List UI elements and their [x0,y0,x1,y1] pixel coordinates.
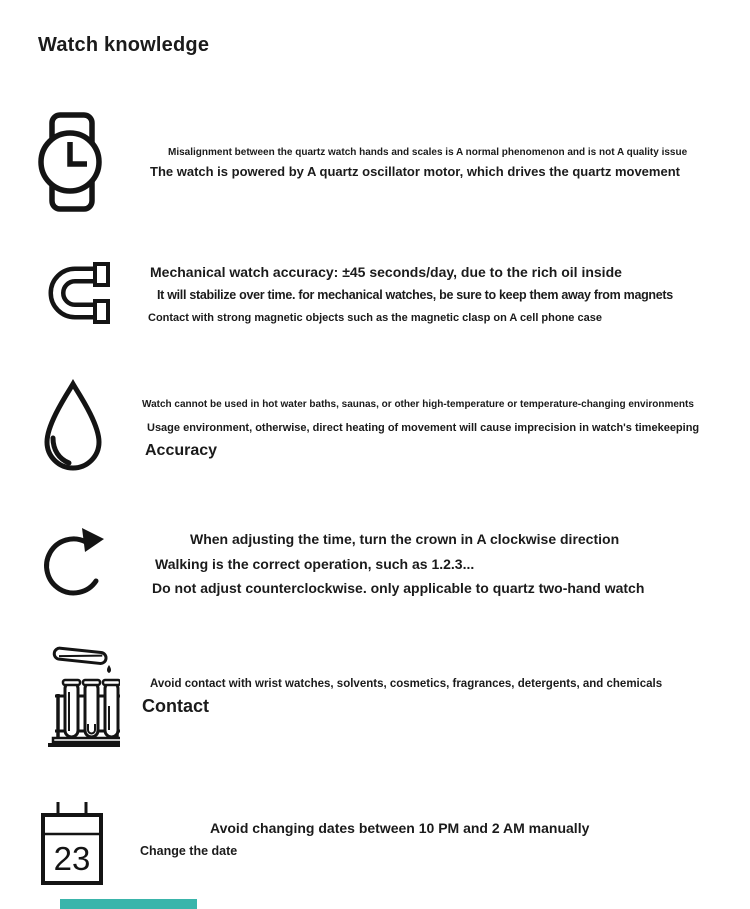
counterclockwise-warning-text: Do not adjust counterclockwise. only applicable to quartz two-hand watch [152,580,645,596]
change-date-heading: Change the date [140,844,238,858]
quartz-motor-text: The watch is powered by A quartz oscillator motor, which drives the quartz movement [150,164,680,179]
hot-water-text: Watch cannot be used in hot water baths, saunas, or other high-temperature or temperature-changing environments [142,399,694,410]
accuracy-heading: Accuracy [145,442,218,459]
calendar-icon [40,800,104,886]
clockwise-arrow-icon [41,522,109,602]
wristwatch-icon [38,111,102,213]
quartz-misalignment-text: Misalignment between the quartz watch hands and scales is A normal phenomenon and is not A quality issue [168,147,688,158]
calendar-day-number: 23 [53,840,91,877]
walking-operation-text: Walking is the correct operation, such as 1.2.3... [155,556,475,572]
usage-environment-text: Usage environment, otherwise, direct heating of movement will cause imprecision in watch's timekeeping [147,422,700,434]
mechanical-accuracy-text: Mechanical watch accuracy: ±45 seconds/day, due to the rich oil inside [150,264,622,280]
avoid-date-change-text: Avoid changing dates between 10 PM and 2 AM manually [210,820,590,836]
avoid-chemicals-text: Avoid contact with wrist watches, solvents, cosmetics, fragrances, detergents, and chemicals [150,678,663,690]
page-title: Watch knowledge [38,34,210,56]
accent-bar [60,899,197,909]
water-drop-icon [40,379,106,473]
magnet-icon [45,262,113,324]
magnetic-objects-text: Contact with strong magnetic objects such as the magnetic clasp on A cell phone case [148,312,602,324]
test-tubes-icon [32,644,120,748]
clockwise-direction-text: When adjusting the time, turn the crown in A clockwise direction [190,531,620,547]
magnet-warning-text: It will stabilize over time. for mechanical watches, be sure to keep them away from magnets [157,288,673,302]
contact-heading: Contact [142,696,209,716]
